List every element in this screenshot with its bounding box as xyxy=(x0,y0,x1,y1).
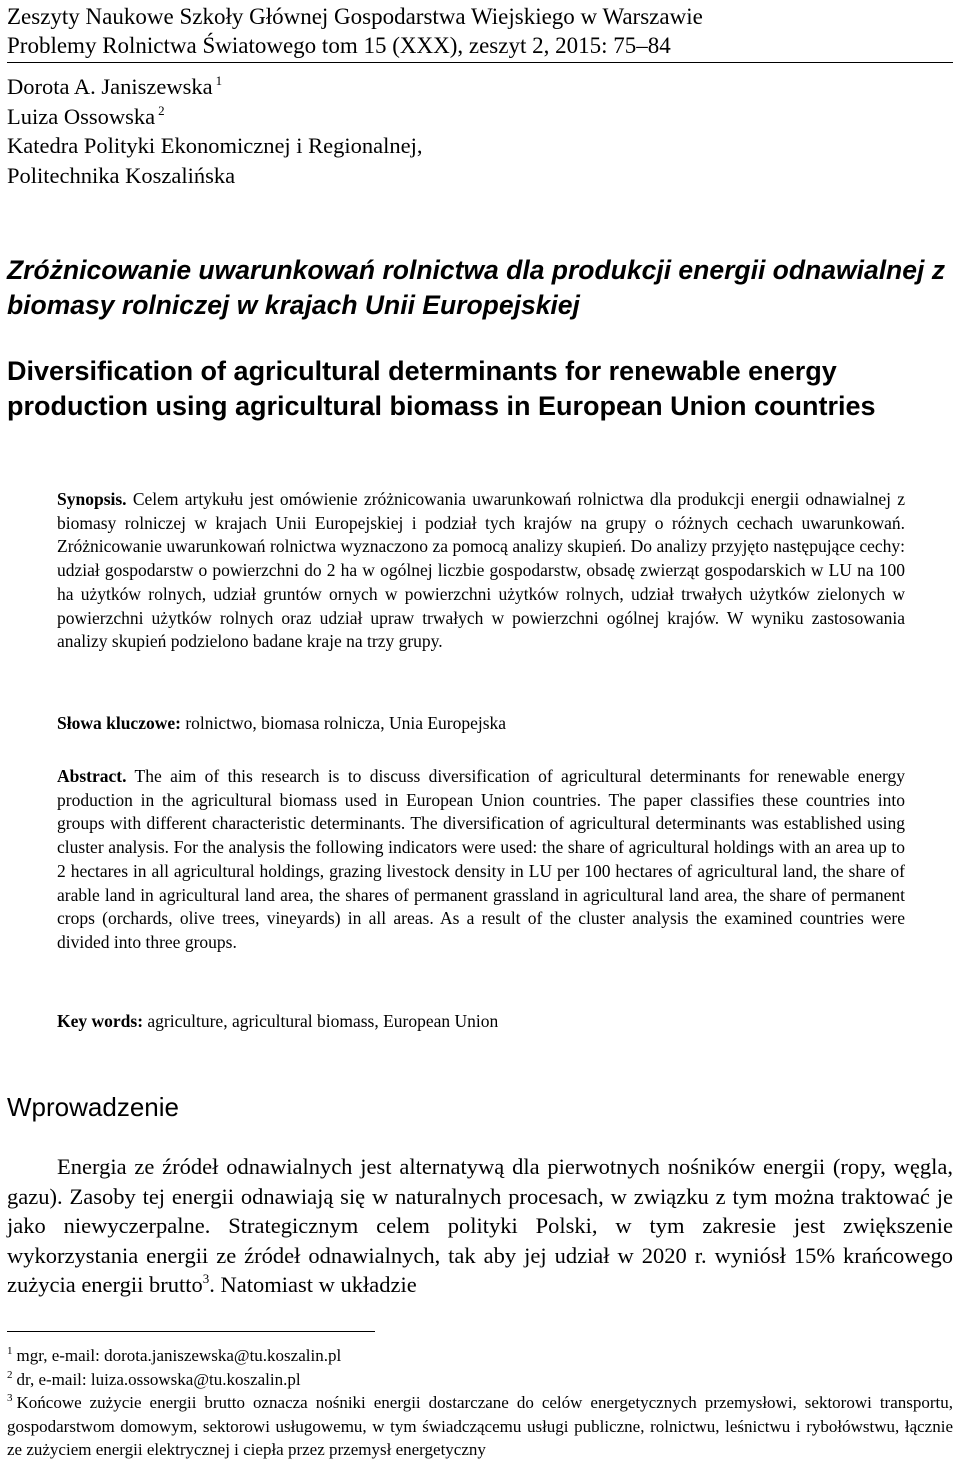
introduction-paragraph xyxy=(7,1152,953,1300)
author-name: Luiza Ossowska xyxy=(7,103,156,129)
header-divider xyxy=(7,62,953,63)
author-footnote-mark: 2 xyxy=(158,102,165,118)
abstract-text: The aim of this research is to discuss diversification of agricultural determinants for renewable energy production in the agricultural biomass used in European Union countries. The paper classifies these countries into groups with different characteristic determinants. The diversification of agricultural determinants was established using cluster analysis. For the analysis the following indicators were used: the share of agricultural holdings with an area up to 2 hectares in all agricultural holdings, grazing livestock density in LU per 100 hectares of agricultural land, the share of arable land in agricultural land area, the shares of permanent grassland in agricultural land area, the share of permanent crops (orchards, olive trees, vineyards) in all areas. As a result of the cluster analysis the examined countries were divided into three groups. xyxy=(57,766,905,952)
title-english: Diversification of agricultural determinants for renewable energy production using agricultural biomass in European Union countries xyxy=(7,356,876,421)
synopsis-label: Synopsis. xyxy=(57,489,127,509)
keywords-polish xyxy=(57,712,905,736)
introduction-text: Energia ze źródeł odnawialnych jest alternatywą dla pierwotnych nośników energii (ropy, węgla, gazu). Zasoby tej energii odnawiają się w naturalnych procesach, w związku z tym można traktować je jako niewyczerpalne. Strategicznym celem polityki Polski, w tym zakresie jest zwiększenie wykorzystania energii ze źródeł odnawialnych, tak aby jej udział w 2020 r. wyniósł 15% krańcowego zużycia energii brutto xyxy=(7,1154,953,1297)
author-footnote-mark: 1 xyxy=(215,73,223,88)
footnote-2 xyxy=(7,1368,953,1392)
keywords-english xyxy=(57,1010,905,1034)
author-1 xyxy=(7,72,907,102)
title-polish: Zróżnicowanie uwarunkowań rolnictwa dla produkcji energii odnawialnej z biomasy rolniczej w krajach Unii Europejskiej xyxy=(7,255,945,320)
introduction-body xyxy=(7,1152,953,1300)
footnote-3 xyxy=(7,1391,953,1462)
section-heading-introduction: Wprowadzenie xyxy=(7,1092,179,1122)
author-2 xyxy=(7,102,907,132)
footnote-1 xyxy=(7,1344,953,1368)
abstract-label: Abstract. xyxy=(57,766,127,786)
author-block xyxy=(7,72,907,190)
journal-issue-line: Problemy Rolnictwa Światowego tom 15 (XXX), zeszyt 2, 2015: 75–84 xyxy=(7,33,671,58)
footnote-reference: 3 xyxy=(202,1271,210,1286)
footnotes xyxy=(7,1344,953,1462)
synopsis-text: Celem artykułu jest omówienie zróżnicowania uwarunkowań rolnictwa dla produkcji energii odnawialnej z biomasy rolniczej w krajach Unii Europejskiej i podział tych krajów na grupy o różnych cechach uwarunkowań. Zróżnicowanie uwarunkowań rolnictwa wyznaczono za pomocą analizy skupień. Do analizy przyjęto następujące cechy: udział gospodarstw o powierzchni do 2 ha w ogólnej liczbie gospodarstw, obsadę zwierząt gospodarskich w LU na 100 ha użytków rolnych, udział gruntów ornych w powierzchni użytków rolnych, udział trwałych użytków zielonych w powierzchni użytków rolnych oraz udział upraw trwałych w powierzchni ogólnej krajów. W wyniku zastosowania analizy skupień podzielono badane kraje na trzy grupy. xyxy=(57,489,906,652)
synopsis xyxy=(57,488,905,654)
footnote-divider xyxy=(7,1331,375,1332)
affiliation-line: Politechnika Koszalińska xyxy=(7,162,236,188)
journal-title-line: Zeszyty Naukowe Szkoły Głównej Gospodarstwa Wiejskiego w Warszawie xyxy=(7,4,703,29)
footnote-mark: 2 xyxy=(7,1368,13,1381)
keywords-english-text: agriculture, agricultural biomass, European Union xyxy=(147,1011,499,1031)
footnote-text: mgr, e-mail: dorota.janiszewska@tu.koszalin.pl xyxy=(16,1346,342,1365)
footnote-mark: 1 xyxy=(7,1345,13,1357)
keywords-polish-label: Słowa kluczowe: xyxy=(57,713,181,733)
footnote-text: dr, e-mail: luiza.ossowska@tu.koszalin.pl xyxy=(16,1369,301,1389)
keywords-polish-text: rolnictwo, biomasa rolnicza, Unia Europejska xyxy=(185,713,507,733)
affiliation-line: Katedra Polityki Ekonomicznej i Regionalnej, xyxy=(7,133,423,158)
author-name: Dorota A. Janiszewska xyxy=(7,74,213,99)
footnote-mark: 3 xyxy=(7,1392,13,1404)
introduction-text-continued: . Natomiast w układzie xyxy=(209,1272,417,1297)
journal-header xyxy=(7,2,953,60)
abstract xyxy=(57,765,905,955)
footnote-text: Końcowe zużycie energii brutto oznacza nośniki energii dostarczane do celów energetycznych przemysłowi, sektorowi transportu, gospodarstwom domowym, sektorowi usługowemu, w tym świadczącemu usługi publiczne, rolnictwu, leśnictwu i rybołówstwu, łącznie ze zużyciem energii elektrycznej i ciepła przez przemysł energetyczny xyxy=(7,1393,953,1459)
keywords-english-label: Key words: xyxy=(57,1011,144,1031)
